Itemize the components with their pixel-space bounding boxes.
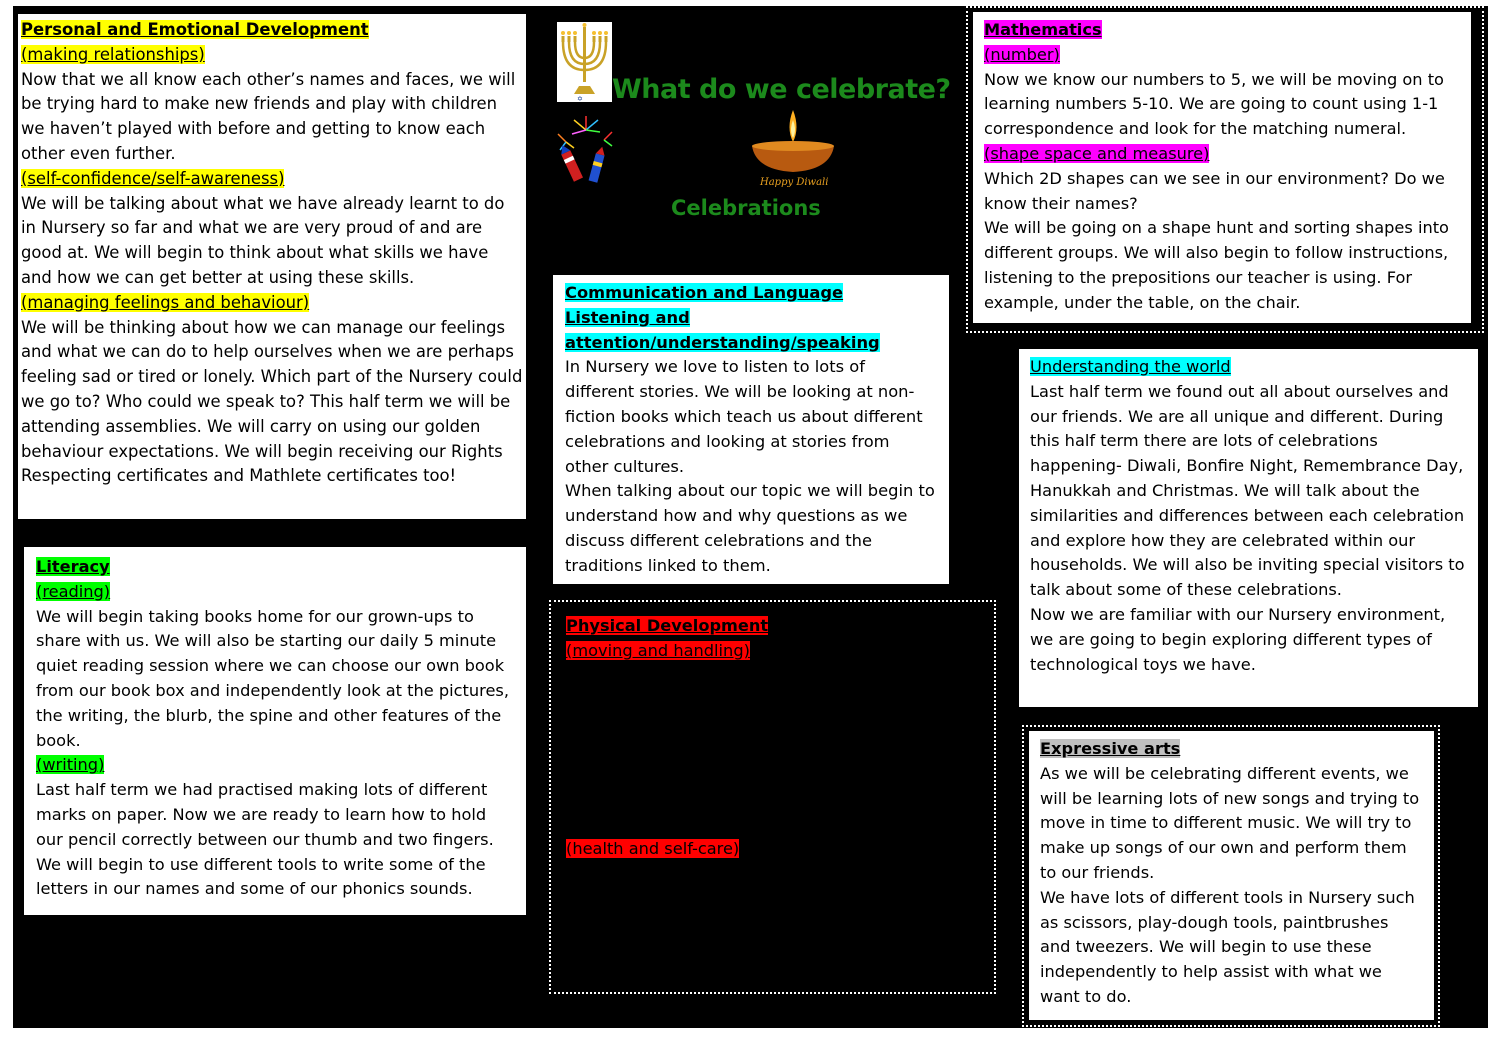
pse-panel (18, 14, 526, 519)
pse-sub-relationships: (making relationships) (21, 44, 205, 64)
pse-text-confidence: We will be talking about what we have already learnt to do in Nursery so far and what we are very proud of and are good at. We will begin to think about what skills we have and how we can get better at using these skills. (21, 193, 505, 287)
pse-text-feelings: We will be thinking about how we can manage our feelings and what we can do to help ourselves when we are perhaps feeling sad or tired or lonely. Which part of the Nursery could we go to? Who could we speak to? This half term we will be attending assemblies. We will carry on using our golden behaviour expectations. We will begin receiving our Rights Respecting certificates and Mathlete certificates too! (21, 317, 523, 486)
communication-panel (553, 275, 949, 584)
page-title: What do we celebrate? (612, 74, 951, 105)
menorah-icon (557, 22, 612, 102)
pse-sub-confidence: (self-confidence/self-awareness) (21, 168, 285, 188)
maths-text-shape-hunt: We will be going on a shape hunt and sorting shapes into different groups. We will also begin to follow instructions, listening to the prepositions our teacher is using. For example, under the table, on the chair. (984, 218, 1449, 312)
world-text-technology: Now we are familiar with our Nursery environment, we are going to begin exploring different types of technological toys we have. (1030, 604, 1446, 674)
arts-text-tools: We have lots of different tools in Nursery such as scissors, play-dough tools, paintbrushes and tweezers. We will begin to use these independently to help assist with what we want to do. (1040, 887, 1415, 1006)
communication-heading-attention: attention/understanding/speaking (565, 332, 880, 352)
communication-text-stories: In Nursery we love to listen to lots of different stories. We will be looking at non-fiction books which teach us about different celebrations and looking at stories from other cultures. (565, 357, 923, 476)
communication-text-topic: When talking about our topic we will begin to understand how and why questions as we discuss different celebrations and the traditions linked to them. (565, 481, 935, 575)
arts-text-songs: As we will be celebrating different events, we will be learning lots of new songs and trying to move in time to different music. We will try to make up songs of our own and perform them to our friends. (1040, 763, 1420, 882)
communication-heading: Communication and Language (565, 283, 844, 302)
literacy-sub-writing: (writing) (36, 755, 105, 775)
world-panel (1019, 349, 1478, 707)
maths-panel (973, 12, 1471, 323)
literacy-text-writing: Last half term we had practised making lots of different marks on paper. Now we are ready to learn how to hold our pencil correctly between our thumb and two fingers. We will begin to use different tools to write some of the letters in our names and some of our phonics sounds. (36, 780, 494, 899)
maths-sub-number: (number) (984, 44, 1060, 64)
literacy-sub-reading: (reading) (36, 581, 111, 601)
arts-heading: Expressive arts (1040, 739, 1181, 758)
pse-text-relationships: Now that we all know each other’s names and faces, we will be trying hard to make new friends and play with children we haven’t played with before and getting to know each other even further. (21, 69, 516, 163)
physical-heading: Physical Development (566, 616, 769, 635)
diwali-caption: Happy Diwali (760, 177, 829, 188)
physical-sub-moving: (moving and handling) (566, 641, 750, 660)
pse-heading: Personal and Emotional Development (21, 20, 369, 39)
maths-text-shape: Which 2D shapes can we see in our environment? Do we know their names? (984, 168, 1445, 213)
literacy-heading: Literacy (36, 557, 110, 576)
diya-lamp-icon (750, 108, 836, 178)
page-subtitle: Celebrations (671, 196, 821, 220)
maths-text-number: Now we know our numbers to 5, we will be moving on to learning numbers 5-10. We are going to count using 1-1 correspondence and look for the matching numeral. (984, 69, 1444, 139)
literacy-panel (24, 547, 526, 915)
maths-heading: Mathematics (984, 20, 1102, 39)
world-heading: Understanding the world (1030, 357, 1231, 376)
fireworks-icon (556, 112, 616, 192)
svg-text:✡: ✡ (577, 95, 583, 102)
communication-heading-listening: Listening and (565, 307, 690, 327)
maths-sub-shape: (shape space and measure) (984, 143, 1210, 163)
pse-sub-feelings: (managing feelings and behaviour) (21, 292, 310, 312)
literacy-text-reading: We will begin taking books home for our grown-ups to share with us. We will also be starting our daily 5 minute quiet reading session where we can choose our own book from our book box and independently look at the pictures, the writing, the blurb, the spine and other features of the book. (36, 606, 510, 750)
world-text-celebrations: Last half term we found out all about ourselves and our friends. We are all unique and different. During this half term there are lots of celebrations happening- Diwali, Bonfire Night, Remembrance Day, Hanukkah and Christmas. We will talk about the similarities and differences between each celebration and explore how they are celebrated within our households. We will also be inviting special visitors to talk about some of these celebrations. (1030, 381, 1465, 600)
physical-sub-health: (health and self-care) (566, 839, 740, 858)
arts-panel (1029, 731, 1434, 1020)
